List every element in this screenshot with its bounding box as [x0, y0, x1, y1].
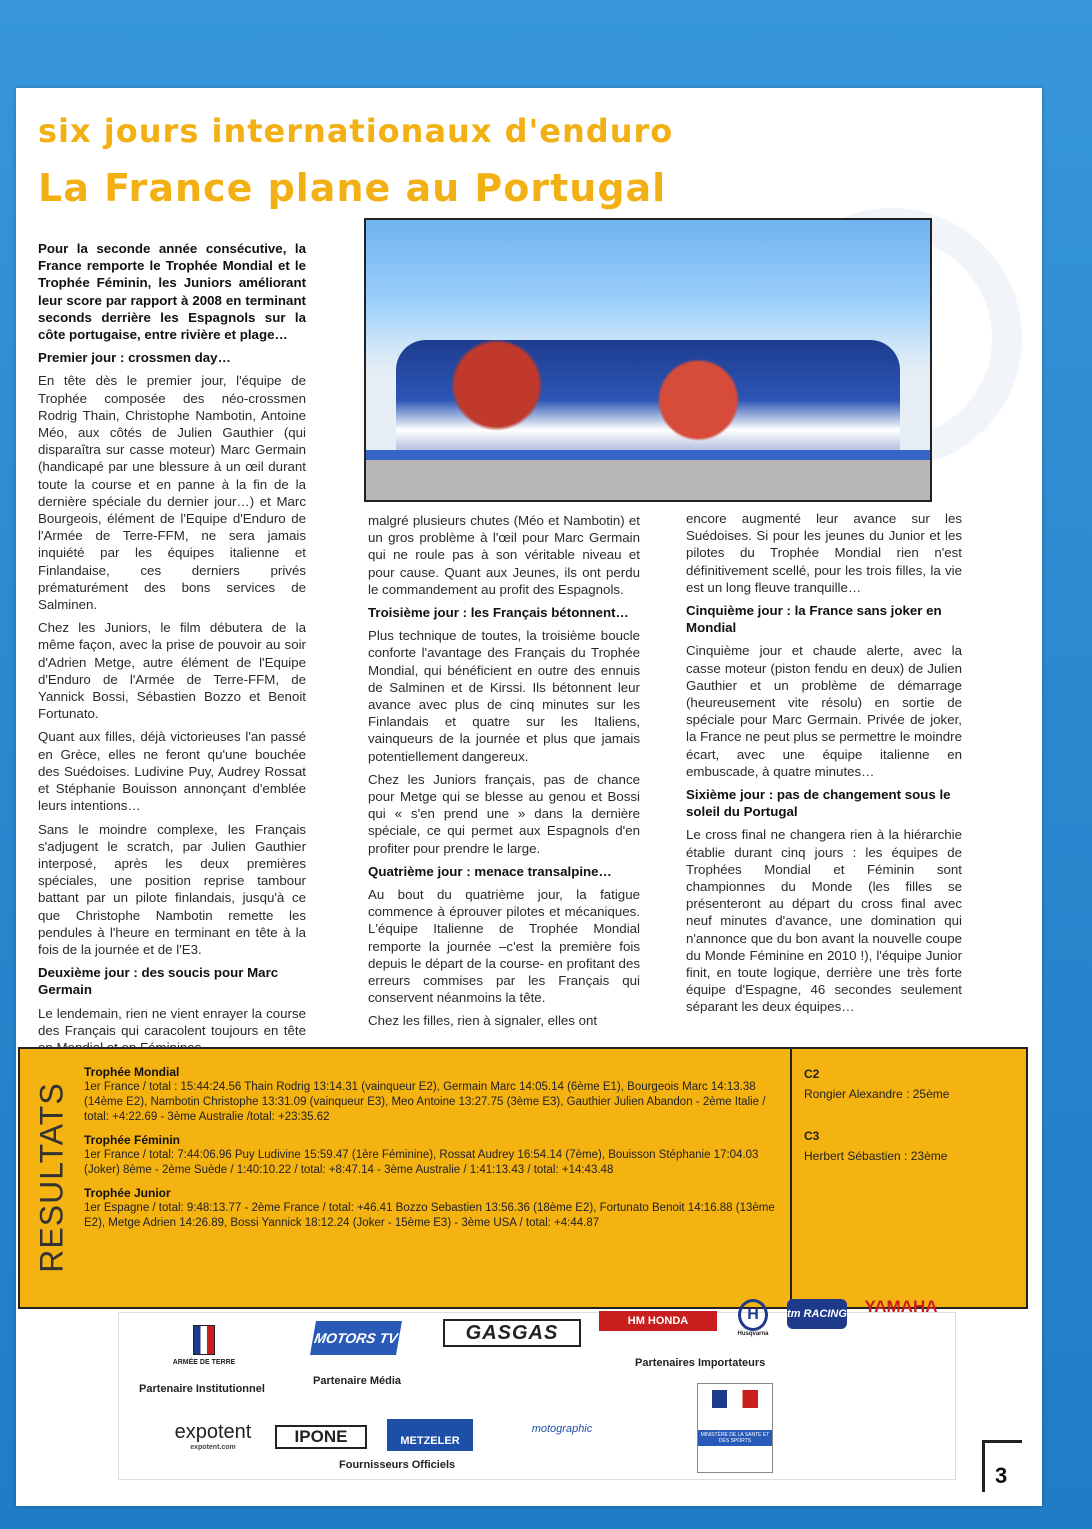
results-junior-text: 1er Espagne / total: 9:48:13.77 - 2ème France / total: +46.41 Bozzo Sebastien 13:56.36 (18ème E2), Fortunato Benoit 14:16.88 (13ème E2), Metge Adrien 14:26.89, Bossi Yannick 18:12.24 (Joker - 15ème E3) - 3ème USA / total: +4:44.87	[84, 1202, 775, 1229]
article-column-2	[368, 512, 640, 1036]
label-fournisseurs: Fournisseurs Officiels	[339, 1459, 456, 1471]
results-c2-text: Rongier Alexandre : 25ème	[804, 1087, 950, 1101]
results-feminin-text: 1er France / total: 7:44:06.96 Puy Ludivine 15:59.47 (1ère Féminine), Rossat Audrey 16:54.14 (7ème), Bouisson Stéphanie 17:04.03 (Joker) 8ème - 2ème Suède / 1:40:10.22 / total: +8:47.14 - 3ème Australie / 1:41:13.43 / total: +14:43.48	[84, 1149, 759, 1176]
ipone-logo: IPONE	[275, 1425, 367, 1449]
results-junior-title: Trophée Junior	[84, 1186, 171, 1200]
paragraph: Au bout du quatrième jour, la fatigue commence à éprouver pilotes et mécaniques. L'équipe Italienne de Trophée Mondial remporte la journée –c'est la première fois depuis le départ de la course- en profitant des erreurs commises par les Français qui conservent néanmoins la tête.	[368, 887, 640, 1006]
paragraph: Plus technique de toutes, la troisième boucle conforte l'avantage des Français du Trophée Mondial, qui bénéficient en outre des ennuis de Salminen et de Kirssi. Ils bétonnent leur avance avec plus de cinq minutes sur les Finlandais et quatre sur les Italiens, vainqueurs de la journée et plus que jamais potentiellement dangereux.	[368, 628, 640, 764]
photo-ground	[366, 460, 930, 500]
article-column-1	[38, 240, 306, 1062]
results-mondial-text: 1er France / total : 15:44:24.56 Thain Rodrig 13:14.31 (vainqueur E2), Germain Marc 14:05.14 (6ème E1), Bourgeois Marc 14:13.38 (14ème E2), Nambotin Christophe 13:31.09 (vainqueur E3), Meo Antoine 13:27.75 (3ème E3), Gauthier Julien Abandon - 2ème Italie / total: +4:22.69 - 3ème Australie /total: +23:35.62	[84, 1081, 766, 1123]
heading-day4: Quatrième jour : menace transalpine…	[368, 863, 612, 879]
results-box	[18, 1047, 1028, 1309]
paragraph: Le lendemain, rien ne vient enrayer la course des Français qui caracolent toujours en tête	[38, 1005, 306, 1038]
results-main	[76, 1049, 788, 1307]
tm-racing-logo: tm RACING	[787, 1299, 847, 1329]
heading-day3: Troisième jour : les Français bétonnent…	[368, 605, 629, 621]
team-photo	[364, 218, 932, 502]
paragraph: encore augmenté leur avance sur les Suédoises. Si pour les jeunes du Junior et les pilotes du Trophée Mondial rien n'est définitivement scellé, pour les trois filles, la vie est un long fleuve tranquille…	[686, 511, 962, 595]
results-label: RESULTATS	[33, 1082, 70, 1273]
paragraph: Chez les Juniors français, pas de chance pour Metge qui se blesse au genou et Bossi qui « s'en prend une » dans la dernière spéciale, ce qui permet aux Espagnols d'en profiter pour prendre le large.	[368, 771, 640, 856]
results-c3-text: Herbert Sébastien : 23ème	[804, 1149, 948, 1163]
armee-de-terre-logo: ARMÉE DE TERRE	[159, 1325, 249, 1375]
results-c2-title: C2	[804, 1067, 820, 1081]
husqvarna-logo: H Husqvarna	[733, 1299, 773, 1349]
label-institutionnel: Partenaire Institutionnel	[139, 1383, 265, 1395]
headline-line1: six jours internationaux d'enduro	[38, 112, 674, 150]
label-media: Partenaire Média	[313, 1375, 402, 1387]
partners-box	[118, 1297, 956, 1480]
page-number: 3	[982, 1440, 1022, 1492]
paragraph: Cinquième jour et chaude alerte, avec la casse moteur (piston fendu en deux) de Julien Gauthier et un problème de démarrage (heureusement vite résolu) en sortie de spéciale pour Marc Germain. Privée de joker, la France ne peut plus se permettre le moindre écart, avec une équipe italienne en embuscade, à quatre minutes…	[686, 643, 962, 779]
yamaha-logo: YAMAHA	[864, 1297, 938, 1316]
motors-tv-logo: MOTORS TV	[310, 1321, 402, 1355]
paragraph: Chez les Juniors, le film débutera de la même façon, avec la prise de pouvoir au soir d'Adrien Metge, autre élément de l'Equipe d'Enduro de l'Armée de Terre-FFM, de Yannick Bossi, Sébastien Bozzo et Benoit Fortunato.	[38, 620, 306, 722]
results-mondial-title: Trophée Mondial	[84, 1065, 180, 1079]
results-label-container	[30, 1069, 72, 1289]
paragraph: Sans le moindre complexe, les Français s'adjugent le scratch, par Julien Gauthier interposé, après les deux premières spéciales, une position reprise tambour battant par un pilote finlandais, jusqu'à ce que Christophe Nambotin remette les pendules à l'heure en terminant en tête à la fois de la journée et de l'E3.	[38, 821, 306, 957]
results-feminin-title: Trophée Féminin	[84, 1133, 181, 1147]
heading-day1: Premier jour : crossmen day…	[38, 350, 231, 366]
heading-day6: Sixième jour : pas de changement sous le soleil du Portugal	[686, 787, 951, 820]
paragraph: En tête dès le premier jour, l'équipe de Trophée composée des néo-crossmen Rodrig Thain, Christophe Nambotin, Antoine Méo, aux côtés de Julien Gauthier (qui disparaîtra sur casse moteur) Marc Germain (handicapé par une blessure à un œil durant toute la course et en panne à la fin de la dernière spéciale du dernier jour…) et Marc Bourgeois, élément de l'Equipe d'Enduro de l'Armée de Terre-FFM, ne sera jamais inquiété par les équipes italienne et Finlandaise, ces derniers privés prématurément des bons services de Salminen.	[38, 373, 306, 613]
expotent-logo: expotent expotent.com	[174, 1421, 252, 1451]
paragraph: Quant aux filles, déjà victorieuses l'an passé en Grèce, elles ne feront qu'une bouchée des Suédoises. Ludivine Puy, Audrey Rossat et Stéphanie Bouisson annonçant d'emblée leurs intentions…	[38, 729, 306, 814]
heading-day2: Deuxième jour : des soucis pour Marc Germain	[38, 965, 279, 998]
ministere-sante-sports-logo: MINISTÈRE DE LA SANTÉ ET DES SPORTS	[697, 1383, 773, 1473]
metzeler-logo: METZELER	[387, 1419, 473, 1451]
motographic-logo: motographic	[531, 1423, 593, 1435]
article-intro: Pour la seconde année consécutive, la France remporte le Trophée Mondial et le Trophée Féminin, les Juniors améliorant leur score par rapport à 2008 en terminant seconds derrière les Espagnols sur la côte portugaise, entre rivière et plage…	[38, 241, 306, 343]
heading-day5: Cinquième jour : la France sans joker en Mondial	[686, 603, 942, 636]
paragraph: malgré plusieurs chutes (Méo et Nambotin) et un gros problème à l'œil pour Marc Germain qui ne roule pas à son véritable niveau et pour cause. Quant aux Jeunes, ils ont perdu le commandement au profit des Espagnols.	[368, 513, 640, 597]
label-importateurs: Partenaires Importateurs	[635, 1357, 766, 1369]
results-side	[790, 1049, 1026, 1307]
headline-line2: La France plane au Portugal	[38, 166, 667, 210]
paragraph: Le cross final ne changera rien à la hiérarchie établie durant cinq jours : les équipes de Trophées Mondial et Féminin sont championnes du Monde (les filles se présenteront au départ du cross final avec neuf minutes d'avance, une domination qui n'annonce que du bon avant la nouvelle coupe du Monde Féminine en 2010 !), l'équipe Junior finit, en toute logique, derrière une très forte équipe d'Espagne, 46 secondes seulement séparant les deux équipes…	[686, 827, 962, 1015]
hm-honda-logo: HM HONDA	[599, 1311, 717, 1331]
paragraph: Chez les filles, rien à signaler, elles ont	[368, 1013, 598, 1029]
results-c3-title: C3	[804, 1129, 820, 1143]
article-column-3	[686, 510, 962, 1022]
gasgas-logo: GASGAS	[443, 1319, 581, 1347]
